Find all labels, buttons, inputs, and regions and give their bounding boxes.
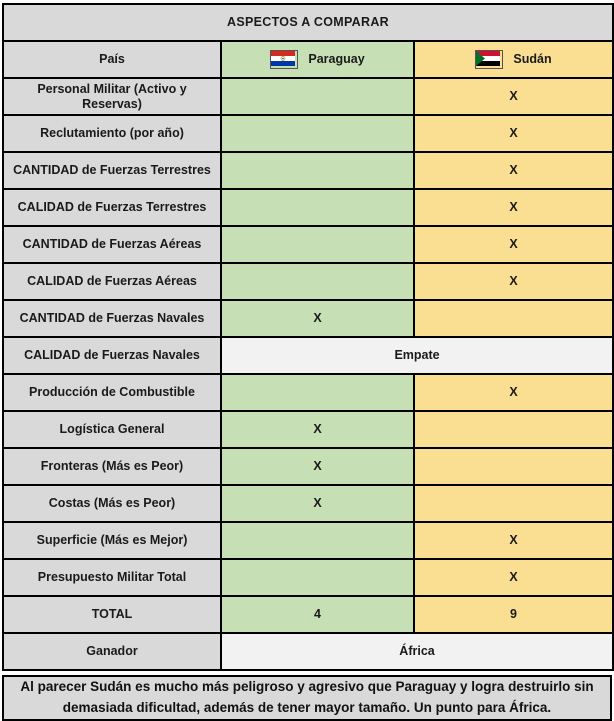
row-label: Fronteras (Más es Peor) (3, 448, 221, 485)
table-row (3, 152, 613, 189)
row-value-sudan: X (414, 152, 613, 189)
footer-note: Al parecer Sudán es mucho más peligroso y agresivo que Paraguay y logra destruirlo sin demasiada dificultad, además de tener mayor tamaño. Un punto para África. (2, 675, 612, 721)
table-title-row (3, 4, 613, 41)
table-body (3, 4, 613, 670)
table-row (3, 115, 613, 152)
table-header-row (3, 41, 613, 78)
page-title: ASPECTOS A COMPARAR (3, 4, 613, 41)
row-label: Reclutamiento (por año) (3, 115, 221, 152)
table-row (3, 448, 613, 485)
row-value-sudan: X (414, 559, 613, 596)
row-value-paraguay (221, 374, 414, 411)
header-country-sudan (414, 41, 613, 78)
row-value-sudan (414, 448, 613, 485)
table-row (3, 559, 613, 596)
table-row (3, 300, 613, 337)
table-row (3, 374, 613, 411)
paraguay-flag-icon (270, 50, 298, 69)
row-value-sudan: 9 (414, 596, 613, 633)
row-value-sudan: X (414, 115, 613, 152)
row-value-sudan (414, 300, 613, 337)
row-label: CANTIDAD de Fuerzas Aéreas (3, 226, 221, 263)
row-label: CALIDAD de Fuerzas Navales (3, 337, 221, 374)
row-label: Costas (Más es Peor) (3, 485, 221, 522)
row-value-sudan: X (414, 78, 613, 115)
row-value-sudan: X (414, 263, 613, 300)
row-value-paraguay (221, 559, 414, 596)
header-country-paraguay (221, 41, 414, 78)
row-value-sudan: X (414, 189, 613, 226)
row-label: TOTAL (3, 596, 221, 633)
row-value-paraguay: X (221, 448, 414, 485)
table-row (3, 485, 613, 522)
row-value-sudan (414, 411, 613, 448)
row-value-sudan: X (414, 226, 613, 263)
row-value-sudan: X (414, 522, 613, 559)
header-label-pais: País (3, 41, 221, 78)
table-row (3, 522, 613, 559)
table-row (3, 78, 613, 115)
row-value-sudan: X (414, 374, 613, 411)
row-value-paraguay: X (221, 300, 414, 337)
row-label: Ganador (3, 633, 221, 670)
row-value-sudan (414, 485, 613, 522)
row-label: Producción de Combustible (3, 374, 221, 411)
row-value-paraguay (221, 78, 414, 115)
comparison-table (2, 3, 614, 671)
row-result-span: Empate (221, 337, 613, 374)
row-value-paraguay (221, 189, 414, 226)
table-row (3, 633, 613, 670)
table-row (3, 189, 613, 226)
row-result-span: África (221, 633, 613, 670)
sudan-flag-icon (475, 50, 503, 69)
row-label: Logística General (3, 411, 221, 448)
row-label: CALIDAD de Fuerzas Terrestres (3, 189, 221, 226)
row-value-paraguay (221, 263, 414, 300)
table-row (3, 337, 613, 374)
row-label: Presupuesto Militar Total (3, 559, 221, 596)
row-label: Superficie (Más es Mejor) (3, 522, 221, 559)
country-b-name: Sudán (513, 52, 552, 67)
table-row (3, 226, 613, 263)
table-row (3, 411, 613, 448)
row-label: Personal Militar (Activo y Reservas) (3, 78, 221, 115)
row-label: CANTIDAD de Fuerzas Terrestres (3, 152, 221, 189)
row-value-paraguay: 4 (221, 596, 414, 633)
row-value-paraguay (221, 226, 414, 263)
row-value-paraguay: X (221, 485, 414, 522)
row-value-paraguay (221, 115, 414, 152)
table-row (3, 596, 613, 633)
row-value-paraguay: X (221, 411, 414, 448)
table-row (3, 263, 613, 300)
row-label: CALIDAD de Fuerzas Aéreas (3, 263, 221, 300)
country-a-name: Paraguay (308, 52, 365, 67)
row-value-paraguay (221, 522, 414, 559)
row-label: CANTIDAD de Fuerzas Navales (3, 300, 221, 337)
row-value-paraguay (221, 152, 414, 189)
